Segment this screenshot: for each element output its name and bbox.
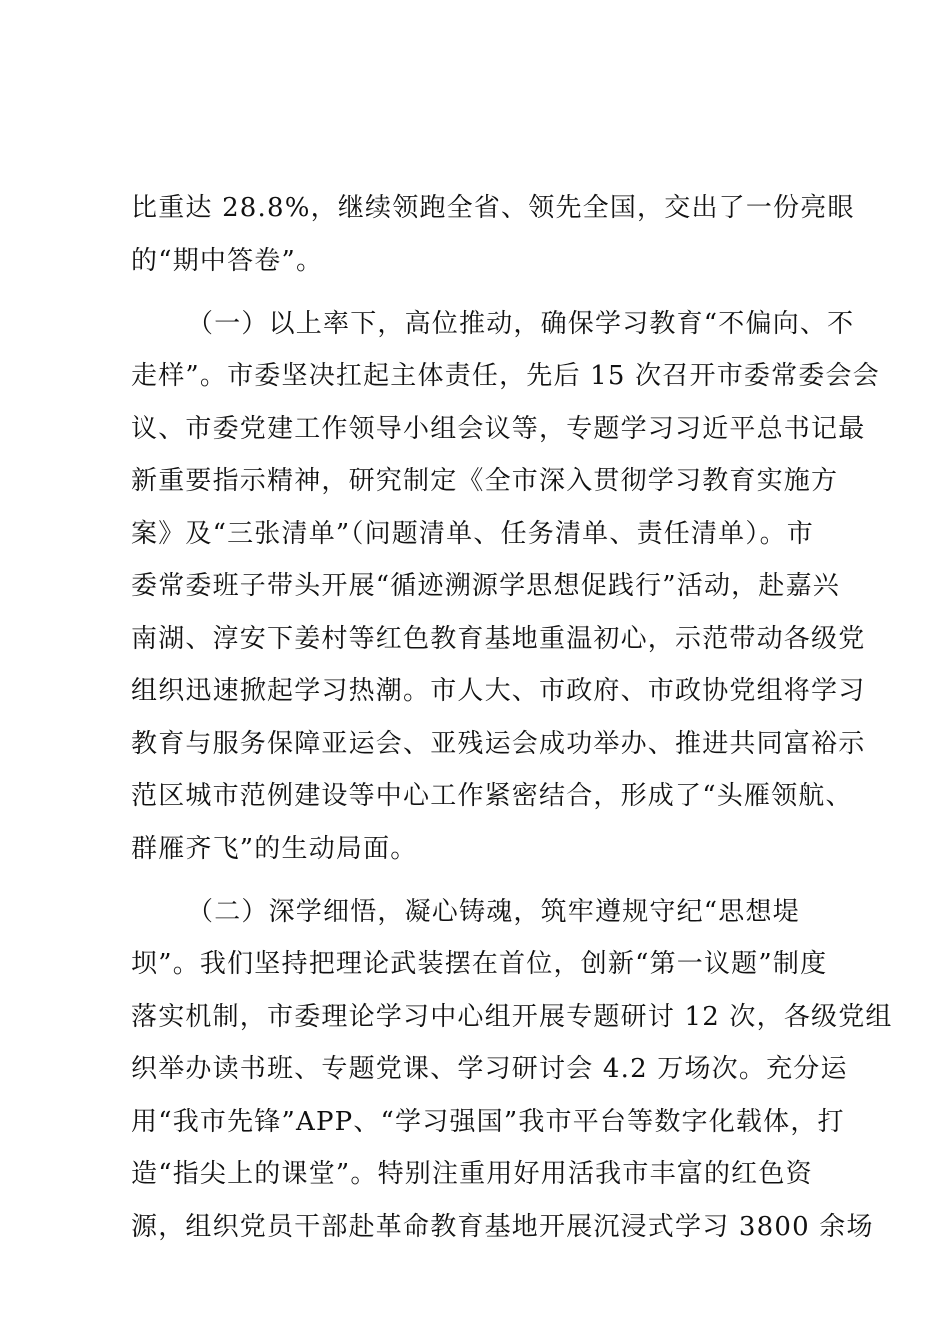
section-heading-line: （二）深学细悟，凝心铸魂，筑牢遵规守纪“思想堤 [187,896,800,927]
text-line: 组织迅速掀起学习热潮。市人大、市政府、市政协党组将学习 [131,676,866,706]
section-heading-line: （一）以上率下，高位推动，确保学习教育“不偏向、不 [187,308,855,339]
text-line: 案》及“三张清单”（问题清单、任务清单、责任清单）。市 [131,518,814,549]
text-line: 落实机制，市委理论学习中心组开展专题研讨 12 次，各级党组 [131,1001,893,1032]
text-line: 造“指尖上的课堂”。特别注重用好用活我市丰富的红色资 [131,1159,813,1189]
body-text [131,188,893,1259]
text-line: 坝”。我们坚持把理论武装摆在首位，创新“第一议题”制度 [131,949,828,979]
text-line: 范区城市范例建设等中心工作紧密结合，形成了“头雁领航、 [131,781,853,811]
text-line: 走样”。市委坚决扛起主体责任，先后 15 次召开市委常委会会 [131,361,880,391]
text-line: 议、市委党建工作领导小组会议等，专题学习习近平总书记最 [131,413,866,444]
text-line: 委常委班子带头开展“循迹溯源学思想促践行”活动，赴嘉兴 [131,571,840,601]
text-line: 群雁齐飞”的生动局面。 [131,833,418,864]
text-line: 源，组织党员干部赴革命教育基地开展沉浸式学习 3800 余场 [131,1211,874,1242]
text-line: 比重达 28.8%，继续领跑全省、领先全国，交出了一份亮眼 [131,193,855,223]
text-line: 南湖、淳安下姜村等红色教育基地重温初心，示范带动各级党 [131,623,866,654]
text-line: 用“我市先锋”APP、“学习强国”我市平台等数字化载体，打 [131,1106,845,1137]
text-line: 教育与服务保障亚运会、亚残运会成功举办、推进共同富裕示 [131,728,866,759]
text-line: 的“期中答卷”。 [131,245,324,276]
text-line: 新重要指示精神，研究制定《全市深入贯彻学习教育实施方 [131,466,839,496]
text-line: 织举办读书班、专题党课、学习研讨会 4.2 万场次。充分运 [131,1054,848,1084]
